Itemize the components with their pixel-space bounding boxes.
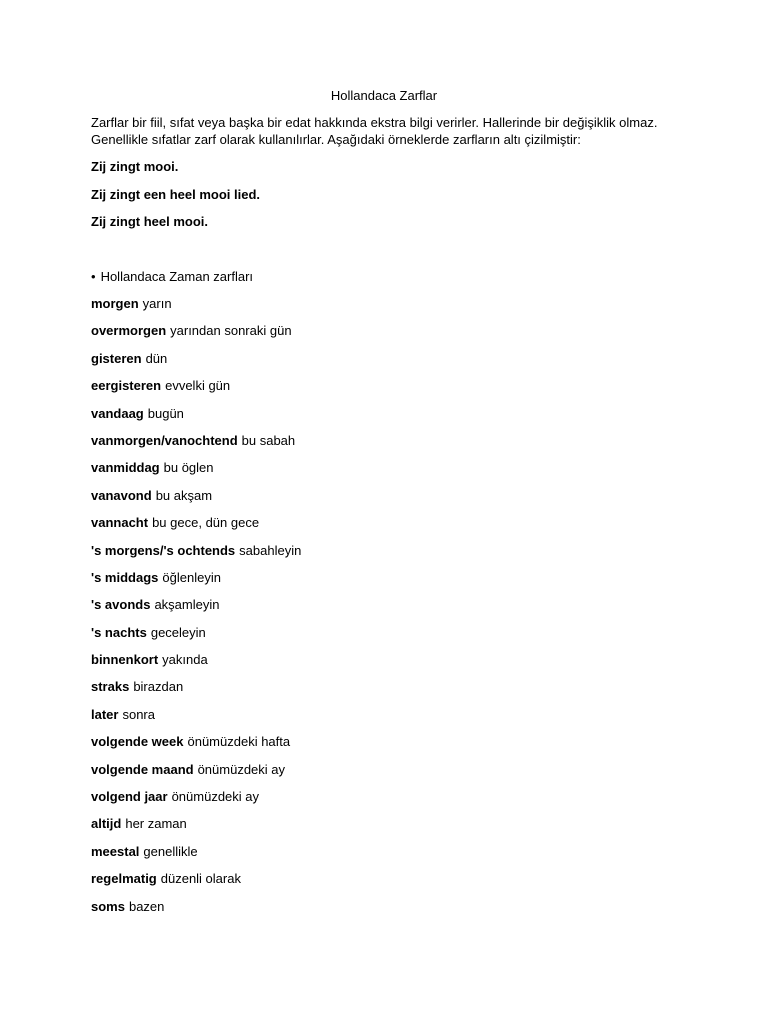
adverb-term: volgende week xyxy=(91,734,184,750)
adverb-meaning: yarından sonraki gün xyxy=(170,323,292,339)
list-item xyxy=(91,515,301,542)
list-item xyxy=(91,378,301,405)
list-item xyxy=(91,816,301,843)
list-item xyxy=(91,460,301,487)
adverb-meaning: bu sabah xyxy=(241,432,296,448)
list-item xyxy=(91,762,301,789)
page-title: Hollandaca Zarflar xyxy=(330,88,438,103)
adverb-meaning: bu gece, dün gece xyxy=(152,515,260,531)
list-item xyxy=(91,844,301,871)
adverb-meaning: sonra xyxy=(122,706,155,722)
adverb-term: vanmiddag xyxy=(91,460,160,476)
adverb-term: vanavond xyxy=(91,487,152,503)
adverb-list xyxy=(91,296,301,926)
intro-paragraph: Zarflar bir fiil, sıfat veya başka bir edat hakkında ekstra bilgi verirler. Hallerinde bir değişiklik olmaz. Genellikle sıfatlar zarf olarak kullanılırlar. Aşağıdaki örneklerde zarfların altı çizilmiştir: xyxy=(91,115,658,147)
adverb-term: morgen xyxy=(91,296,139,311)
adverb-term: binnenkort xyxy=(91,652,159,668)
list-item xyxy=(91,652,301,679)
adverb-meaning: önümüzdeki ay xyxy=(171,789,260,805)
adverb-meaning: geceleyin xyxy=(150,624,206,640)
adverb-meaning: genellikle xyxy=(143,843,198,859)
list-item xyxy=(91,734,301,761)
adverb-meaning: bazen xyxy=(128,898,165,914)
adverb-meaning: evvelki gün xyxy=(165,378,231,394)
adverb-meaning: önümüzdeki hafta xyxy=(187,734,291,750)
list-item xyxy=(91,570,301,597)
list-item xyxy=(91,899,301,926)
adverb-term: 's nachts xyxy=(91,624,147,640)
adverb-meaning: her zaman xyxy=(125,816,187,832)
section-heading-text: Hollandaca Zaman zarfları xyxy=(100,269,254,284)
adverb-term: vannacht xyxy=(91,515,149,531)
list-item xyxy=(91,488,301,515)
adverb-term: vandaag xyxy=(91,405,144,421)
adverb-meaning: bugün xyxy=(147,405,184,421)
list-item xyxy=(91,433,301,460)
adverb-term: straks xyxy=(91,679,130,695)
adverb-meaning: akşamleyin xyxy=(154,597,220,613)
adverb-meaning: bu öglen xyxy=(163,460,214,476)
list-item xyxy=(91,597,301,624)
adverb-term: eergisteren xyxy=(91,378,162,394)
adverb-term: soms xyxy=(91,898,125,914)
adverb-term: gisteren xyxy=(91,350,142,366)
example-sentence: Zij zingt heel mooi. xyxy=(91,214,208,229)
adverb-meaning: düzenli olarak xyxy=(160,871,241,887)
adverb-term: volgend jaar xyxy=(91,789,168,805)
bullet-icon: • xyxy=(91,269,96,284)
adverb-meaning: sabahleyin xyxy=(239,542,302,558)
list-item xyxy=(91,871,301,898)
adverb-term: altijd xyxy=(91,816,122,832)
list-item xyxy=(91,296,301,323)
list-item xyxy=(91,323,301,350)
adverb-meaning: yakında xyxy=(162,652,208,668)
list-item xyxy=(91,625,301,652)
adverb-meaning: dün xyxy=(145,350,168,366)
list-item xyxy=(91,543,301,570)
list-item xyxy=(91,406,301,433)
list-item xyxy=(91,679,301,706)
adverb-term: later xyxy=(91,706,119,722)
section-heading xyxy=(91,269,253,284)
adverb-term: regelmatig xyxy=(91,871,157,887)
adverb-term: meestal xyxy=(91,843,140,859)
example-sentence: Zij zingt mooi. xyxy=(91,159,179,174)
example-sentence: Zij zingt een heel mooi lied. xyxy=(91,187,261,202)
adverb-term: overmorgen xyxy=(91,323,167,339)
list-item xyxy=(91,789,301,816)
adverb-term: 's morgens/'s ochtends xyxy=(91,542,236,558)
adverb-meaning: birazdan xyxy=(133,679,184,695)
adverb-meaning: bu akşam xyxy=(155,487,213,503)
adverb-meaning: önümüzdeki ay xyxy=(197,761,286,777)
adverb-meaning: öğlenleyin xyxy=(162,569,221,585)
list-item xyxy=(91,707,301,734)
adverb-term: 's middags xyxy=(91,569,159,585)
adverb-term: vanmorgen/vanochtend xyxy=(91,432,238,448)
adverb-meaning: yarın xyxy=(142,296,172,311)
adverb-term: 's avonds xyxy=(91,597,151,613)
adverb-term: volgende maand xyxy=(91,761,194,777)
list-item xyxy=(91,351,301,378)
